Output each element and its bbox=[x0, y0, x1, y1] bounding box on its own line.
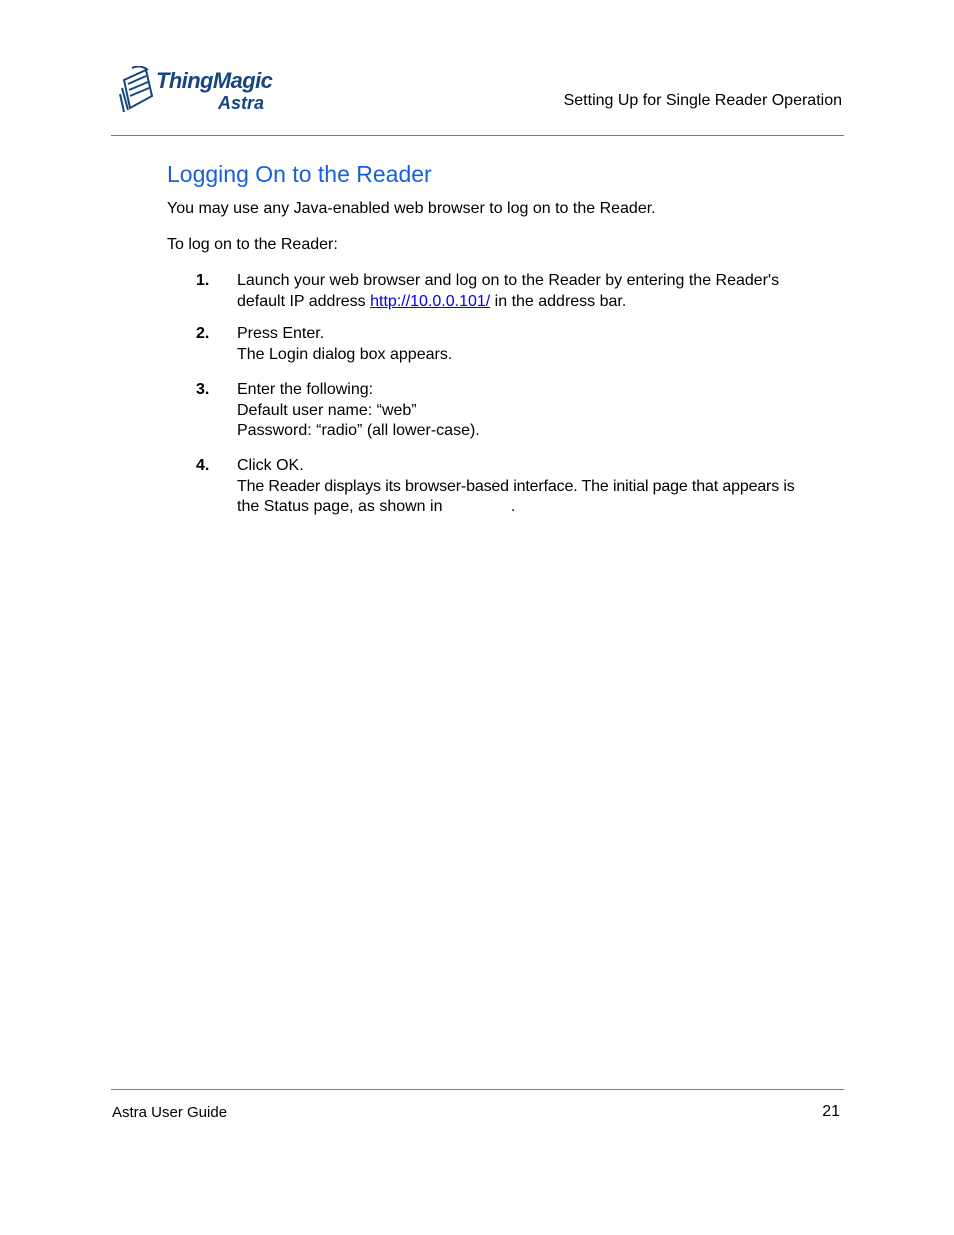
footer-divider bbox=[111, 1089, 844, 1090]
procedure-lead-in: To log on to the Reader: bbox=[167, 236, 338, 253]
step-text-fragment: default IP address bbox=[237, 292, 371, 310]
step-number: 3. bbox=[196, 381, 210, 398]
step-text-fragment: . bbox=[510, 498, 516, 515]
step-text-line: Click OK. bbox=[237, 457, 304, 474]
reader-ip-link[interactable]: http://10.0.0.101/ bbox=[370, 292, 491, 310]
step-text-line: Enter the following: bbox=[237, 381, 374, 398]
logo-wordmark: ThingMagic bbox=[156, 68, 273, 93]
step-text-line: Default user name: “web” bbox=[237, 401, 417, 419]
step-text-line bbox=[237, 292, 847, 313]
step-text-fragment: the Status page, as shown in bbox=[237, 498, 447, 515]
section-heading: Logging On to the Reader bbox=[167, 161, 432, 187]
step-text-line: The Login dialog box appears. bbox=[237, 345, 453, 363]
step-number: 4. bbox=[196, 457, 210, 474]
thingmagic-logo bbox=[118, 66, 278, 118]
step-text-line: Password: “radio” (all lower-case). bbox=[237, 422, 480, 439]
header-divider bbox=[111, 135, 844, 136]
running-header: Setting Up for Single Reader Operation bbox=[563, 92, 842, 109]
page-number: 21 bbox=[822, 1103, 840, 1120]
reader-device-icon bbox=[118, 66, 158, 116]
logo-product-name: Astra bbox=[218, 93, 265, 113]
step-number: 1. bbox=[196, 272, 210, 289]
step-text-line: Press Enter. bbox=[237, 325, 325, 342]
step-text-fragment: in the address bar. bbox=[490, 292, 627, 310]
intro-paragraph: You may use any Java-enabled web browser to log on to the Reader. bbox=[167, 200, 656, 217]
step-text-line: Launch your web browser and log on to the Reader by entering the Reader's bbox=[237, 272, 780, 289]
step-number: 2. bbox=[196, 325, 210, 342]
step-text-line: The Reader displays its browser-based interface. The initial page that appears is bbox=[237, 477, 795, 495]
footer-doc-title: Astra User Guide bbox=[112, 1104, 228, 1121]
step-text-line bbox=[237, 497, 847, 518]
